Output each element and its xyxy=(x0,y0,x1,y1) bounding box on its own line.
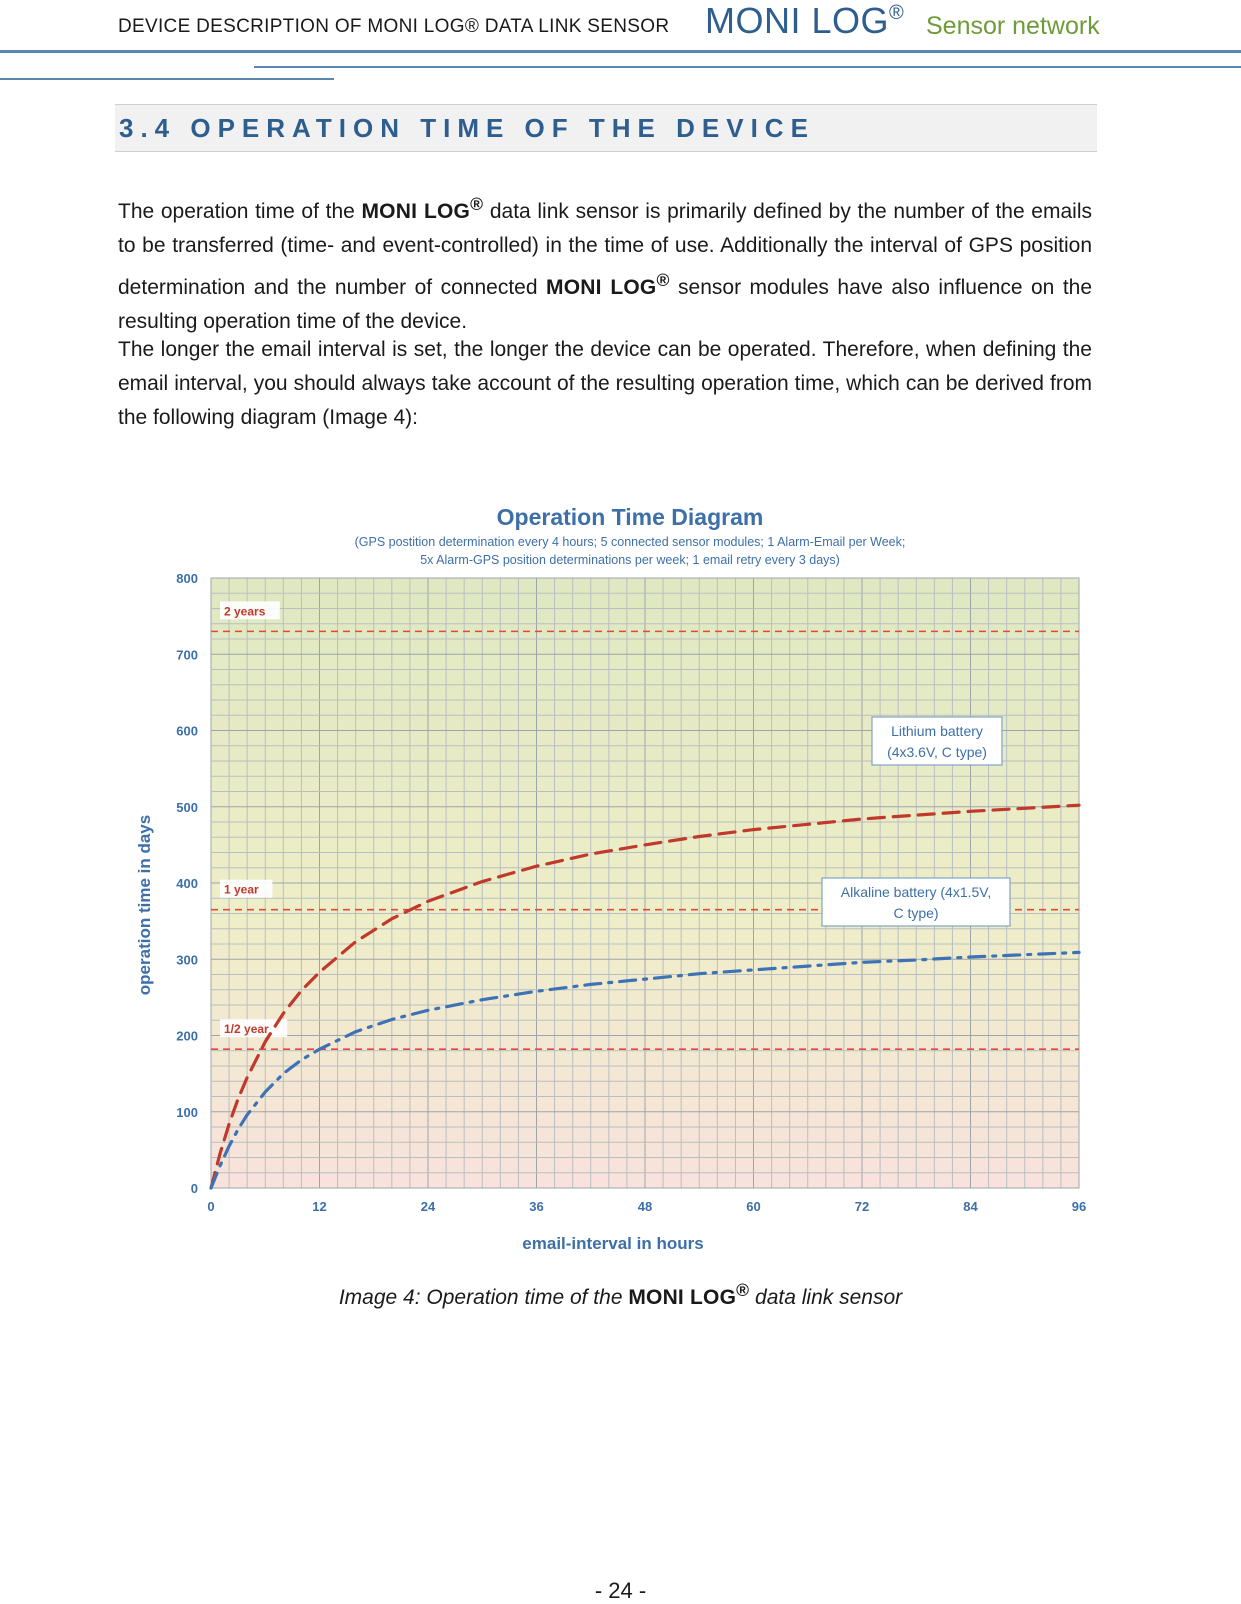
y-tick-label: 400 xyxy=(176,876,198,891)
x-tick-label: 12 xyxy=(312,1199,327,1214)
x-tick-label: 36 xyxy=(529,1199,544,1214)
paragraph1-part-b: data link sensor is primarily defined by the number of the emails to be transferred (time- and event-controlled) in the time of use. Additionally the interval of GPS position determination and the number of connected xyxy=(118,200,1092,299)
series-label-text: (4x3.6V, C type) xyxy=(887,744,987,760)
reference-line-label: 1 year xyxy=(224,882,259,897)
x-tick-label: 84 xyxy=(963,1199,978,1214)
brand-name-inline: MONI LOG xyxy=(546,276,657,299)
series-label-text: Alkaline battery (4x1.5V, xyxy=(840,884,992,900)
header-subtitle: Sensor network xyxy=(926,12,1100,40)
header-document-title: DEVICE DESCRIPTION OF MONI LOG® DATA LINK SENSOR xyxy=(118,16,670,37)
x-tick-label: 60 xyxy=(746,1199,761,1214)
y-tick-label: 100 xyxy=(176,1104,198,1120)
chart-subtitle-line-1: (GPS postition determination every 4 hours; 5 connected sensor modules; 1 Alarm-Email per Week; xyxy=(354,535,906,549)
paragraph-email-interval: The longer the email interval is set, the longer the device can be operated. Therefore, when defining the email interval, you should always take account of the resulting operation time, which can be derived from the following diagram (Image 4): xyxy=(118,338,1092,429)
brand-name-inline: MONI LOG xyxy=(361,200,471,223)
paragraph1-part-c: sensor modules have also influence on the resulting operation time of the device. xyxy=(118,276,1093,333)
series-label-text: C type) xyxy=(893,905,939,921)
y-tick-label: 500 xyxy=(176,799,198,815)
x-tick-label: 96 xyxy=(1071,1199,1087,1214)
header-brand-mark: ® xyxy=(889,2,905,24)
y-tick-label: 700 xyxy=(176,647,198,663)
brand-registered-mark: ® xyxy=(470,194,484,214)
y-tick-label: 600 xyxy=(176,723,198,739)
brand-registered-mark: ® xyxy=(656,270,670,290)
caption-part-b: data link sensor xyxy=(749,1286,903,1309)
page-number: - 24 - xyxy=(594,1578,647,1603)
caption-part-a: Image 4: Operation time of the xyxy=(338,1286,629,1309)
y-tick-label: 800 xyxy=(176,571,198,586)
chart-subtitle-line-2: 5x Alarm-GPS position determinations per week; 1 email retry every 3 days) xyxy=(420,553,840,567)
x-tick-label: 0 xyxy=(207,1199,215,1214)
figure-caption xyxy=(0,1280,1241,1310)
reference-line-label: 1/2 year xyxy=(224,1022,269,1037)
x-tick-label: 72 xyxy=(854,1199,870,1214)
y-axis-label: operation time in days xyxy=(135,814,154,996)
reference-line-label: 2 years xyxy=(224,604,266,619)
brand-registered-mark: ® xyxy=(736,1280,750,1300)
header-brand-text: MONI LOG xyxy=(705,0,890,41)
x-axis-label: email-interval in hours xyxy=(522,1234,704,1253)
x-tick-label: 24 xyxy=(420,1199,436,1214)
series-label-text: Lithium battery xyxy=(891,723,983,739)
chart-title: Operation Time Diagram xyxy=(496,504,764,530)
section-title: 3.4 OPERATION TIME OF THE DEVICE xyxy=(119,113,815,143)
brand-name-inline: MONI LOG xyxy=(628,1286,737,1309)
y-tick-label: 0 xyxy=(190,1181,198,1196)
y-tick-label: 300 xyxy=(176,952,198,968)
x-tick-label: 48 xyxy=(637,1199,653,1214)
paragraph1-part-a: The operation time of the xyxy=(118,200,362,223)
y-tick-label: 200 xyxy=(176,1028,198,1044)
